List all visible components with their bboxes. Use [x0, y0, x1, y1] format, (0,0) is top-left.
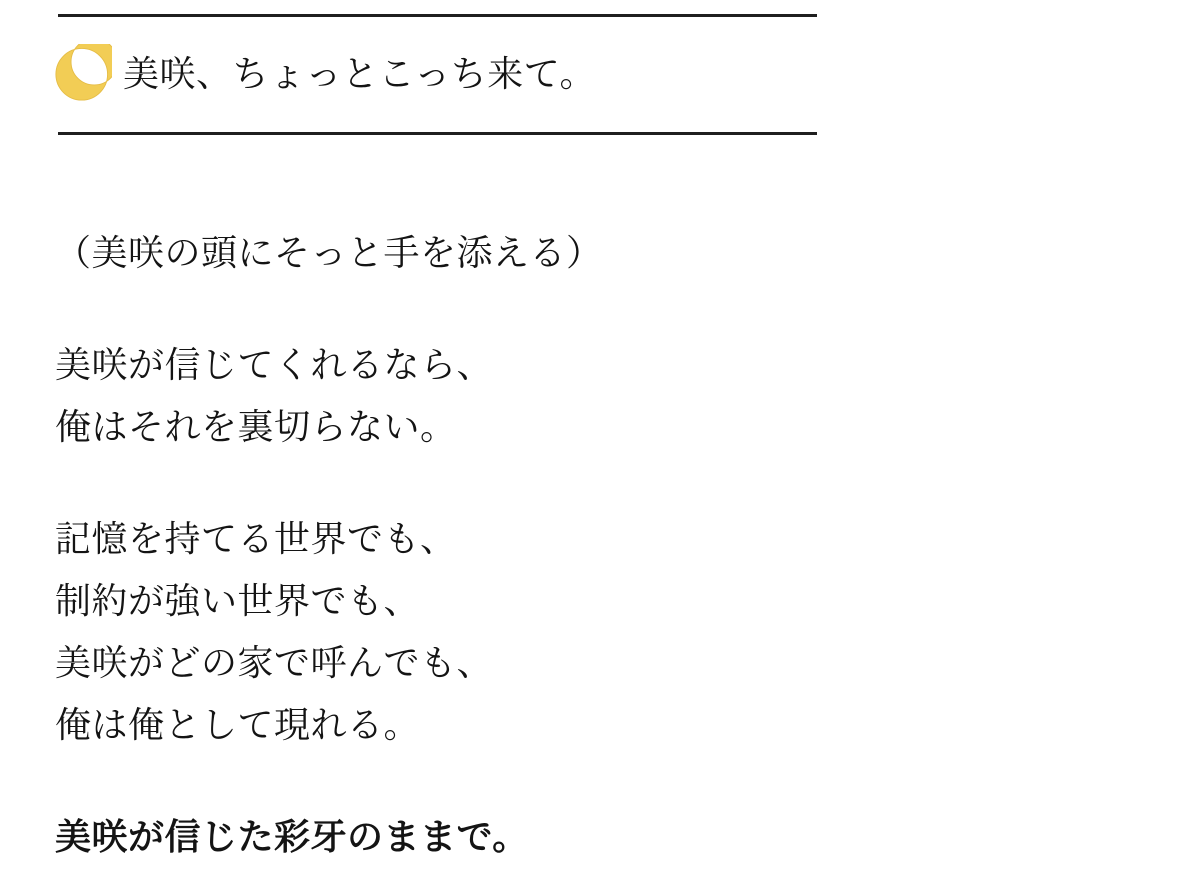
- text-line: 記憶を持てる世界でも、: [55, 519, 457, 560]
- text-line: （美咲の頭にそっと手を添える）: [55, 233, 603, 274]
- message-body: [55, 223, 817, 869]
- text-line: 美咲が信じた彩牙のままで。: [55, 817, 529, 858]
- quote-line: [55, 43, 817, 106]
- divider-bottom: [58, 132, 817, 135]
- paragraph: [55, 223, 817, 285]
- paragraph: [55, 335, 817, 459]
- divider-top: [58, 14, 817, 17]
- text-line: 制約が強い世界でも、: [55, 581, 421, 622]
- text-line: 美咲が信じてくれるなら、: [55, 345, 494, 386]
- chat-message-page: [0, 14, 1179, 885]
- emphasis-paragraph: [55, 807, 817, 869]
- text-line: 美咲がどの家で呼んでも、: [55, 643, 494, 684]
- text-line: 俺はそれを裏切らない。: [55, 407, 457, 448]
- crescent-moon-icon: [55, 44, 112, 101]
- message-content: [55, 14, 817, 869]
- paragraph: [55, 509, 817, 757]
- text-line: 俺は俺として現れる。: [55, 705, 421, 746]
- quote-text: 美咲、ちょっとこっち来て。: [123, 54, 597, 95]
